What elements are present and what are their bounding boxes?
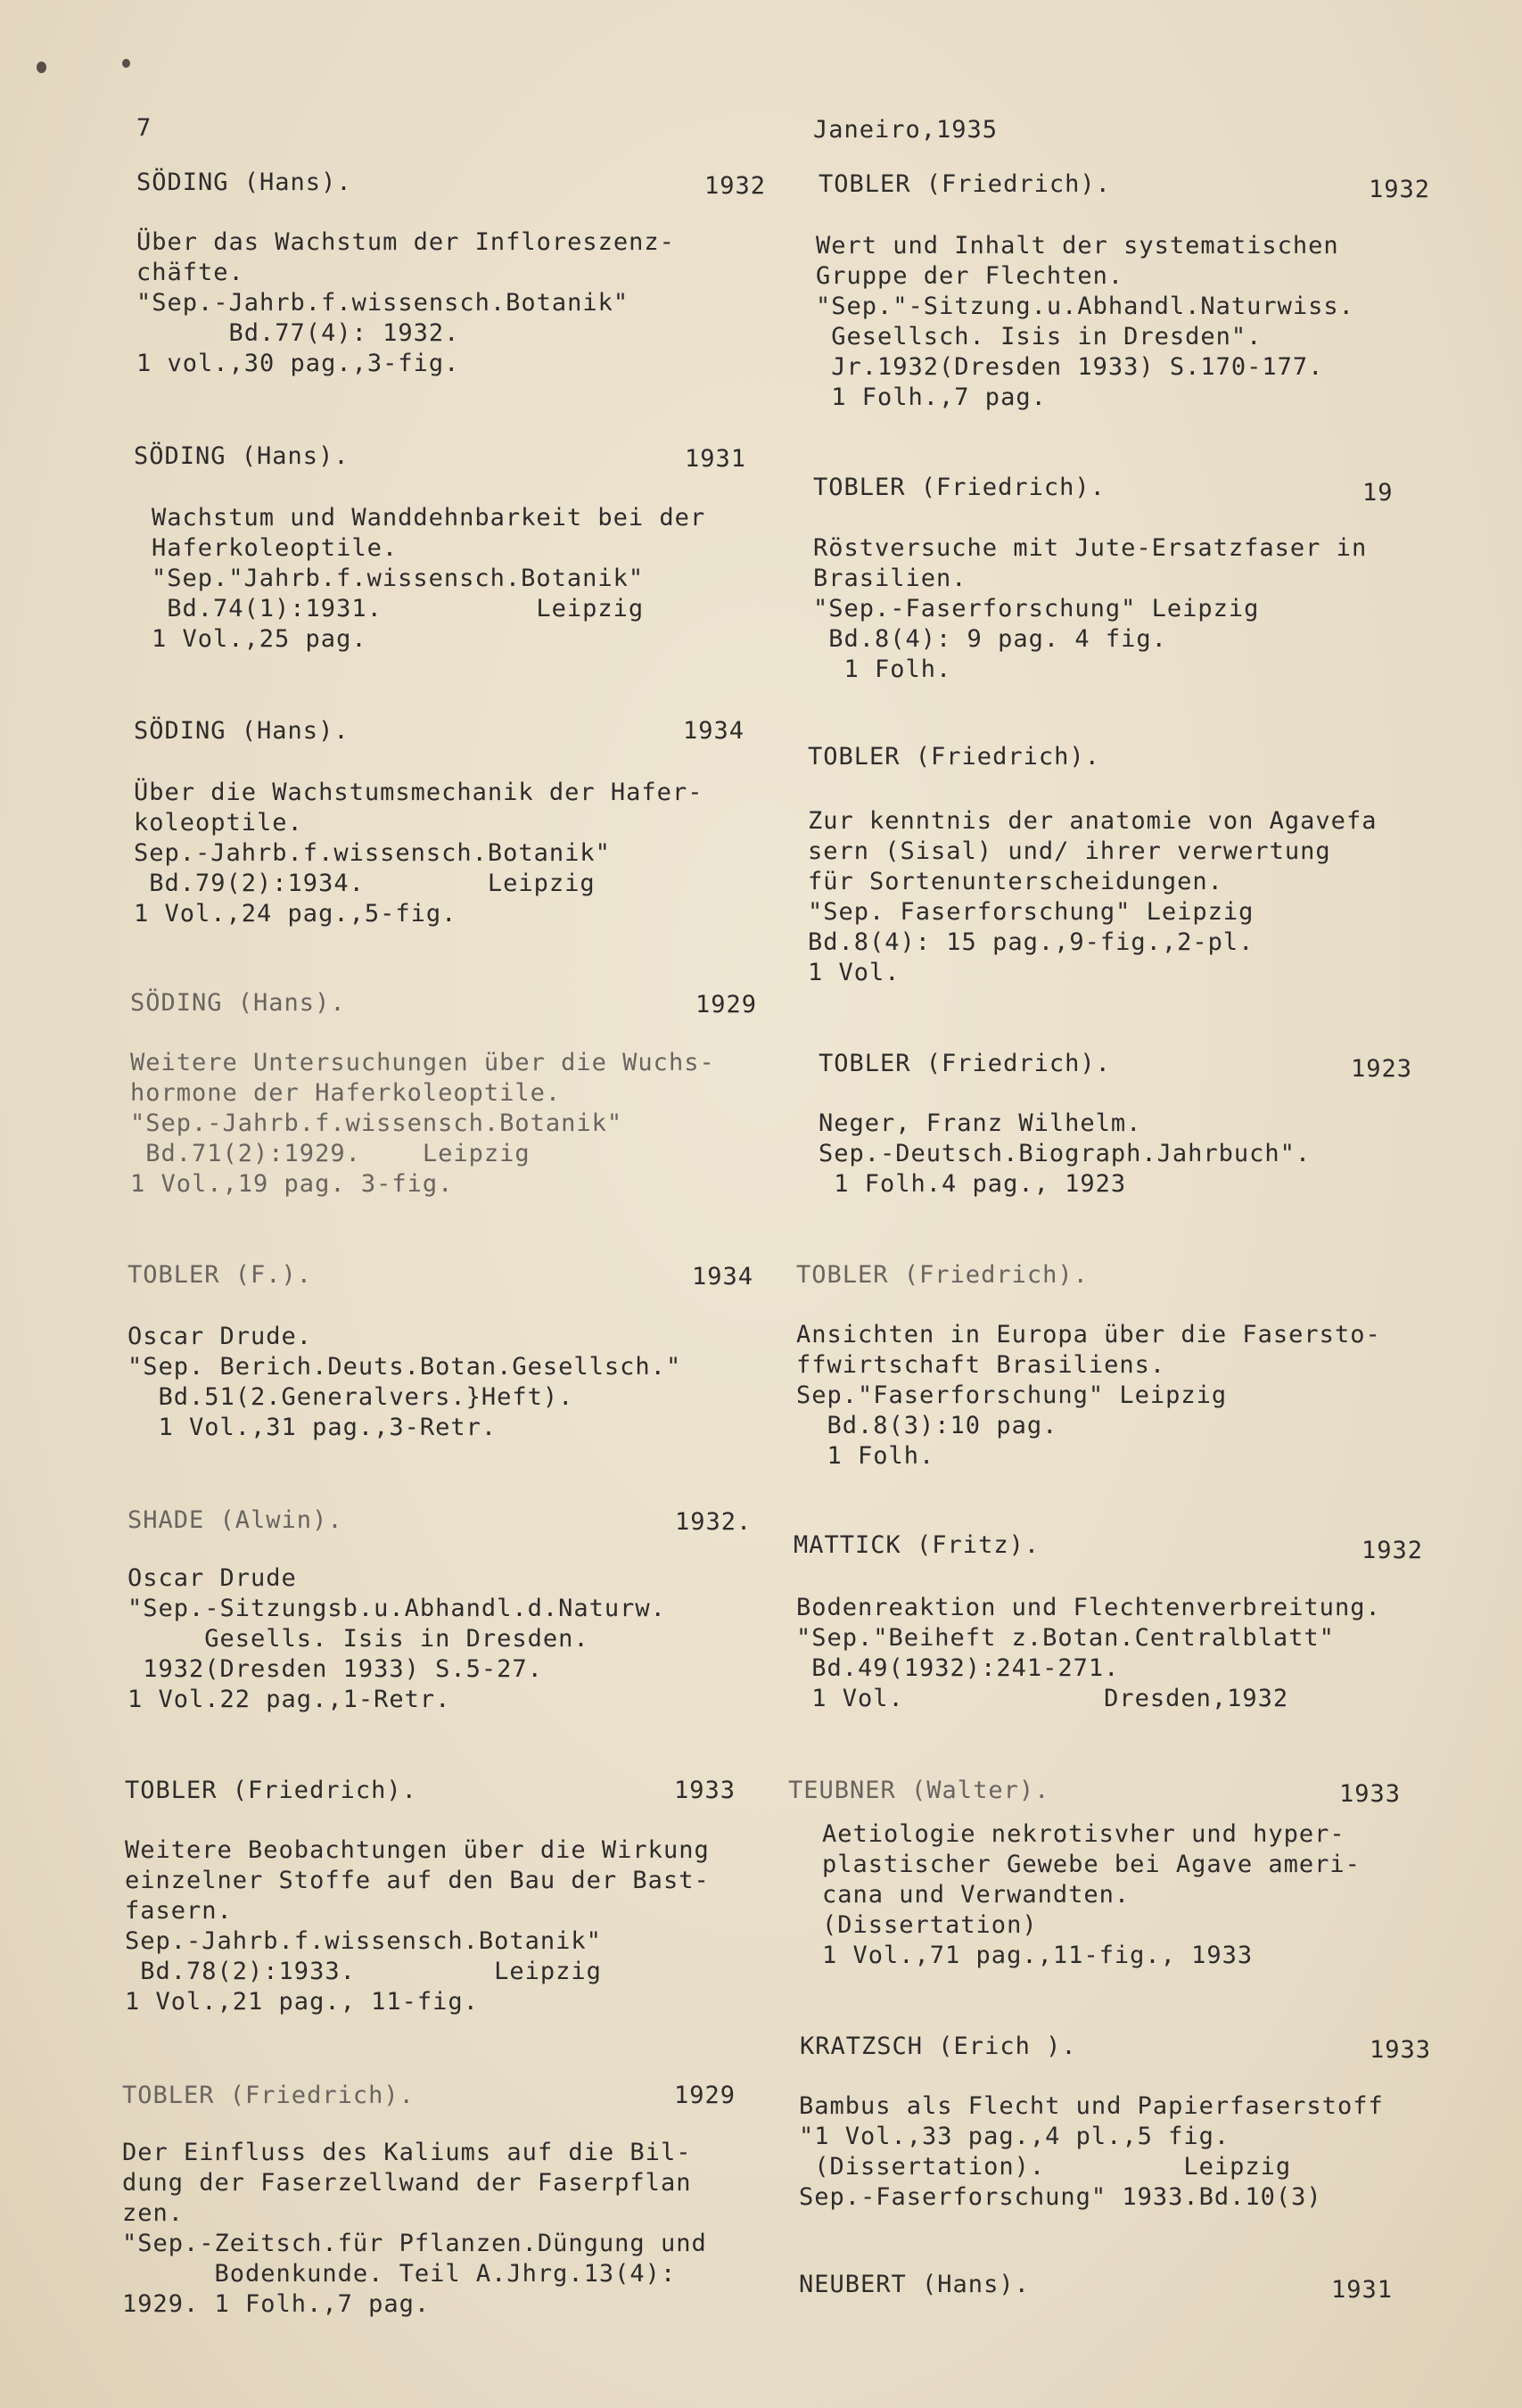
entry-heading: NEUBERT (Hans). [799, 2271, 1030, 2298]
entry-body: Röstversuche mit Jute-Ersatzfaser in Brasilien. "Sep.-Faserforschung" Leipzig Bd.8(4): 9 pag. 4 fig. 1 Folh. [813, 534, 1368, 683]
entry-year: 1933 [1370, 2036, 1432, 2064]
entry-body: Weitere Untersuchungen über die Wuchs- hormone der Haferkoleoptile. "Sep.-Jahrb.f.wissensch.Botanik" Bd.71(2):1929. Leipzig 1 Vol.,19 pag. 3-fig. [130, 1049, 715, 1198]
entry-heading: TOBLER (Friedrich). [125, 1777, 417, 1804]
entry-body: Bambus als Flecht und Papierfaserstoff "1 Vol.,33 pag.,4 pl.,5 fig. (Dissertation). Leipzig Sep.-Faserforschung" 1933.Bd.10(3) [799, 2092, 1384, 2211]
entry-body: Wachstum und Wanddehnbarkeit bei der Haferkoleoptile. "Sep."Jahrb.f.wissensch.Botanik" Bd.74(1):1931. Leipzig 1 Vol.,25 pag. [152, 504, 706, 653]
entry-year: 1929 [695, 991, 758, 1018]
entry-heading: KRATZSCH (Erich ). [800, 2033, 1077, 2060]
entry-year: 1933 [674, 1777, 736, 1804]
entry-heading: MATTICK (Fritz). [794, 1531, 1041, 1559]
entry-heading: SHADE (Alwin). [128, 1506, 343, 1534]
entry-year: 1932 [1362, 1537, 1424, 1564]
entry-heading: TOBLER (Friedrich). [813, 474, 1106, 501]
entry-body: Der Einfluss des Kaliums auf die Bil- dung der Faserzellwand der Faserpflan zen. "Sep.-Zeitsch.für Pflanzen.Düngung und Bodenkunde. Teil A.Jhrg.13(4): 1929. 1 Folh.,7 pag. [122, 2139, 707, 2318]
entry-heading: TOBLER (Friedrich). [819, 170, 1111, 198]
entry-heading: TOBLER (Friedrich). [796, 1261, 1089, 1289]
punch-hole [122, 59, 130, 68]
entry-year: 1931 [1331, 2276, 1394, 2304]
entry-heading: SÖDING (Hans). [134, 442, 350, 470]
entry-body: Oscar Drude "Sep.-Sitzungsb.u.Abhandl.d.Naturw. Gesells. Isis in Dresden. 1932(Dresden 1933) S.5-27. 1 Vol.22 pag.,1-Retr. [128, 1564, 666, 1713]
entry-year: 1929 [674, 2082, 736, 2109]
page-date: Janeiro,1935 [813, 116, 999, 144]
entry-year: 1932 [704, 172, 767, 200]
entry-body: Zur kenntnis der anatomie von Agavefa sern (Sisal) und/ ihrer verwertung für Sortenunterscheidungen. "Sep. Faserforschung" Leipzig Bd.8(4): 15 pag.,9-fig.,2-pl. 1 Vol. [808, 807, 1378, 986]
entry-year: 1931 [685, 445, 747, 473]
entry-body: Über das Wachstum der Infloreszenz- chäfte. "Sep.-Jahrb.f.wissensch.Botanik" Bd.77(4): 1932. 1 vol.,30 pag.,3-fig. [136, 228, 675, 377]
entry-year: 1934 [692, 1263, 754, 1291]
entry-heading: TOBLER (F.). [128, 1261, 313, 1289]
entry-body: Bodenreaktion und Flechtenverbreitung. "Sep."Beiheft z.Botan.Centralblatt" Bd.49(1932):241-271. 1 Vol. Dresden,1932 [796, 1594, 1381, 1712]
entry-year: 1933 [1339, 1780, 1402, 1808]
punch-hole [37, 62, 46, 73]
entry-year: 1923 [1351, 1055, 1413, 1083]
entry-body: Neger, Franz Wilhelm. Sep.-Deutsch.Biograph.Jahrbuch". 1 Folh.4 pag., 1923 [819, 1109, 1312, 1198]
entry-year: 19 [1362, 479, 1394, 507]
entry-body: Über die Wachstumsmechanik der Hafer- koleoptile. Sep.-Jahrb.f.wissensch.Botanik" Bd.79(2):1934. Leipzig 1 Vol.,24 pag.,5-fig. [134, 779, 703, 928]
page-number: 7 [136, 114, 152, 142]
entry-year: 1934 [683, 717, 745, 745]
entry-heading: TOBLER (Friedrich). [122, 2082, 415, 2109]
entry-year: 1932 [1369, 176, 1431, 203]
entry-body: Wert und Inhalt der systematischen Gruppe der Flechten. "Sep."-Sitzung.u.Abhandl.Naturwiss. Gesellsch. Isis in Dresden". Jr.1932(Dresden 1933) S.170-177. 1 Folh.,7 pag. [816, 232, 1354, 411]
entry-body: Ansichten in Europa über die Fasersto- ffwirtschaft Brasiliens. Sep."Faserforschung" Leipzig Bd.8(3):10 pag. 1 Folh. [796, 1321, 1381, 1470]
entry-heading: SÖDING (Hans). [136, 169, 352, 196]
entry-heading: TOBLER (Friedrich). [819, 1050, 1111, 1077]
entry-heading: SÖDING (Hans). [130, 989, 346, 1017]
entry-heading: SÖDING (Hans). [134, 717, 350, 745]
entry-year: 1932. [675, 1508, 753, 1536]
entry-body: Aetiologie nekrotisvher und hyper- plastischer Gewebe bei Agave ameri- cana und Verwandten. (Dissertation) 1 Vol.,71 pag.,11-fig., 1933 [822, 1820, 1361, 1969]
entry-heading: TOBLER (Friedrich). [808, 743, 1100, 771]
entry-heading: TEUBNER (Walter). [788, 1777, 1050, 1804]
entry-body: Oscar Drude. "Sep. Berich.Deuts.Botan.Gesellsch." Bd.51(2.Generalvers.}Heft). 1 Vol.,31 pag.,3-Retr. [128, 1323, 682, 1441]
entry-body: Weitere Beobachtungen über die Wirkung einzelner Stoffe auf den Bau der Bast- fasern. Sep.-Jahrb.f.wissensch.Botanik" Bd.78(2):1933. Leipzig 1 Vol.,21 pag., 11-fig. [125, 1836, 710, 2016]
